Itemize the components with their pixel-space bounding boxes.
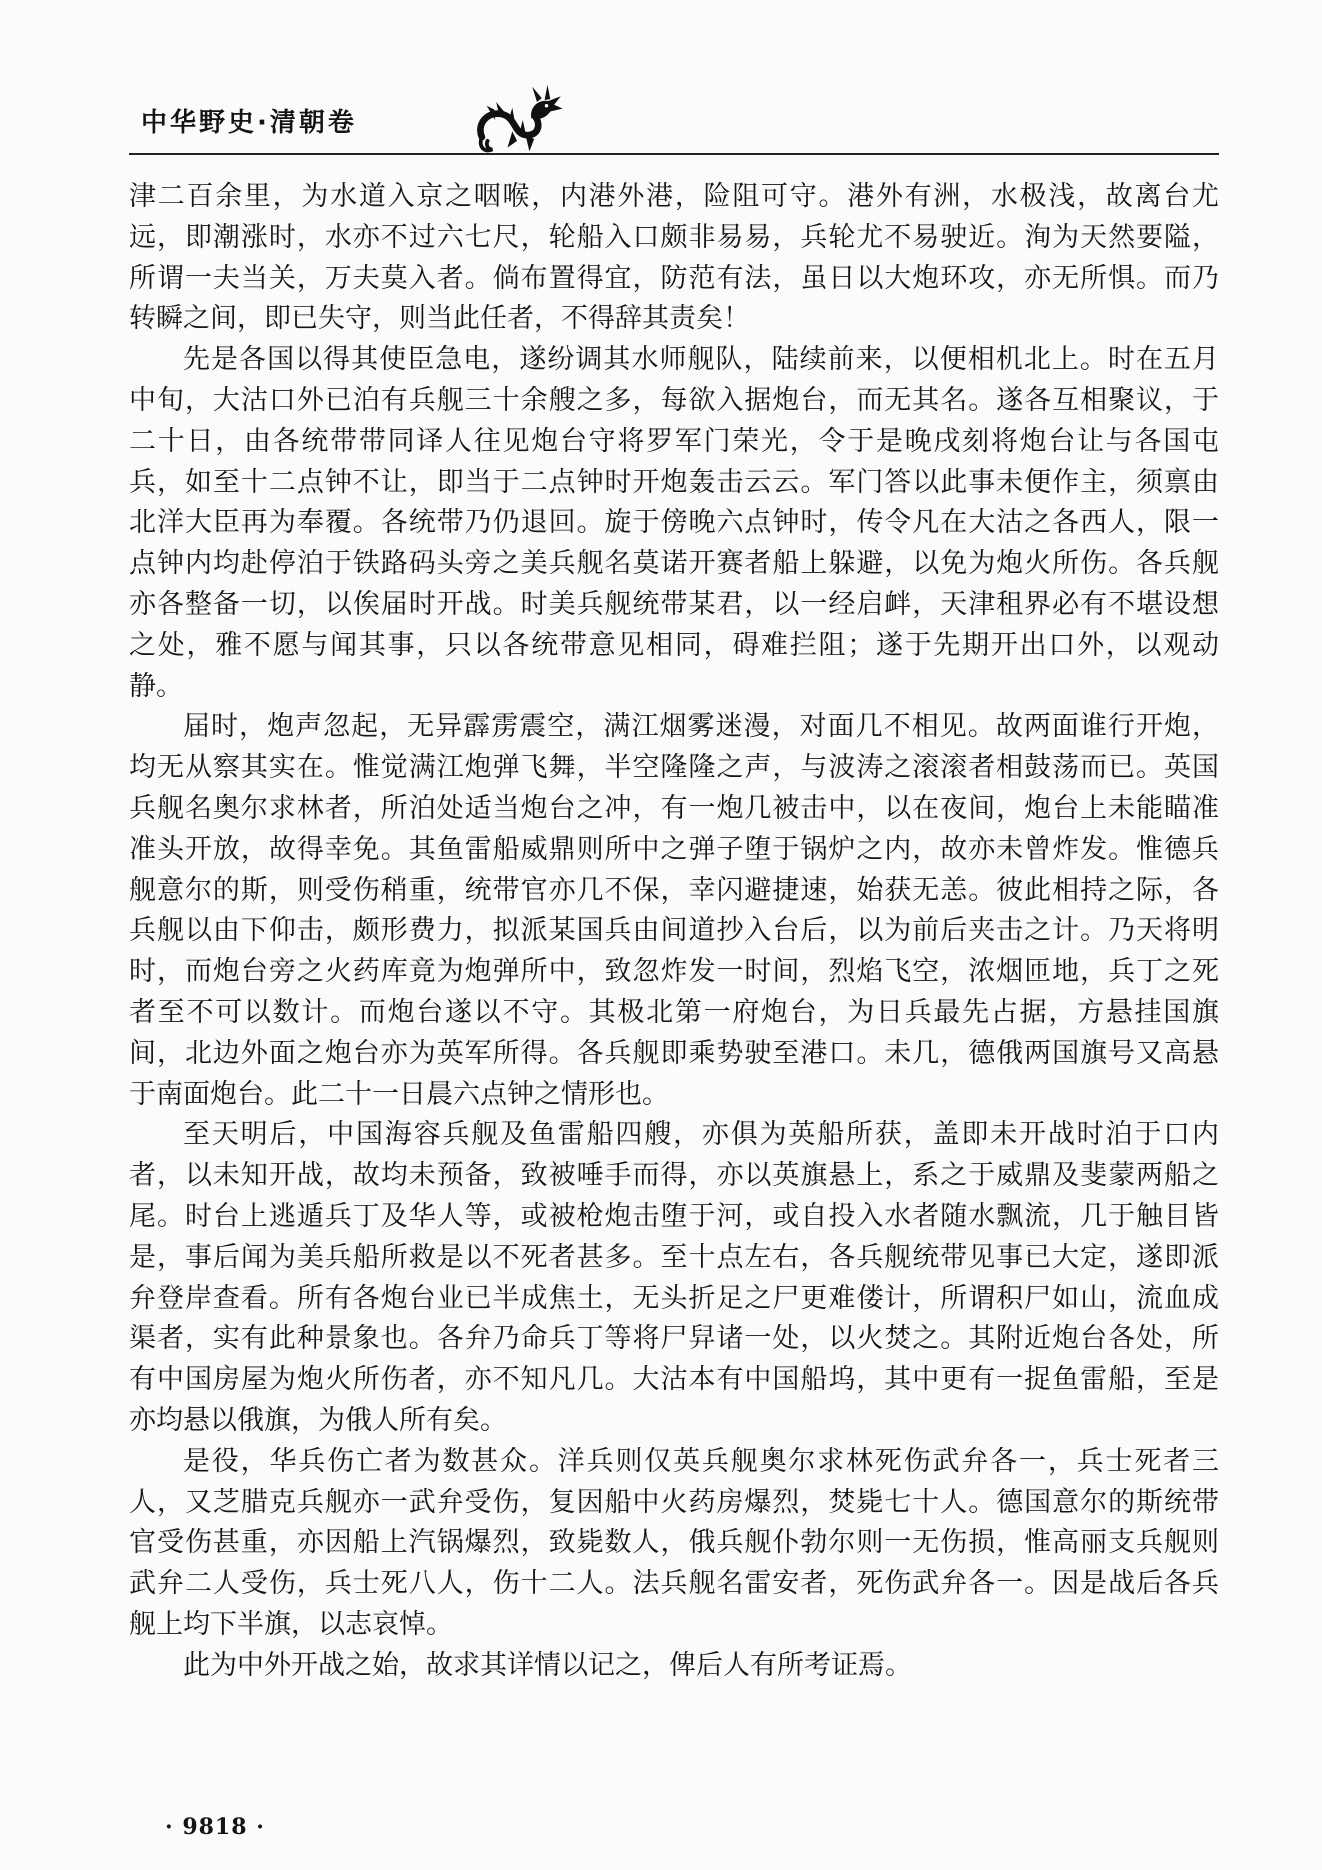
text-line: 时，而炮台旁之火药库竟为炮弹所中，致忽炸发一时间，烈焰飞空，浓烟匝地，兵丁之死 [129, 956, 1219, 988]
text-line: 远，即潮涨时，水亦不过六七尺，轮船入口颇非易易，兵轮尤不易驶近。洵为天然要隘， [129, 221, 1219, 253]
text-line: 之处，雅不愿与闻其事，只以各统带意见相同，碍难拦阻；遂于先期开出口外，以观动 [129, 629, 1219, 661]
text-line: 于南面炮台。此二十一日晨六点钟之情形也。 [129, 1078, 669, 1110]
text-line: 有中国房屋为炮火所伤者，亦不知凡几。大沽本有中国船坞，其中更有一捉鱼雷船，至是 [129, 1364, 1219, 1396]
text-line: 点钟内均赴停泊于铁路码头旁之美兵舰名莫诺开赛者船上躲避，以免为炮火所伤。各兵舰 [129, 548, 1219, 580]
text-line: 武弁二人受伤，兵士死八人，伤十二人。法兵舰名雷安者，死伤武弁各一。因是战后各兵 [129, 1568, 1219, 1600]
text-line: 先是各国以得其使臣急电，遂纷调其水师舰队，陆续前来，以便相机北上。时在五月 [183, 344, 1219, 376]
paragraph [129, 707, 1219, 1115]
paragraph [129, 1442, 1219, 1646]
running-header-title: 中华野史·清朝卷 [141, 108, 357, 138]
text-line: 是役，华兵伤亡者为数甚众。洋兵则仅英兵舰奥尔求林死伤武弁各一，兵士死者三 [183, 1445, 1219, 1477]
text-line: 二十日，由各统带带同译人往见炮台守将罗军门荣光，令于是晚戌刻将炮台让与各国屯 [129, 425, 1219, 457]
paragraph [129, 1115, 1219, 1441]
text-line: 舰意尔的斯，则受伤稍重，统带官亦几不保，幸闪避捷速，始获无恙。彼此相持之际，各 [129, 874, 1219, 906]
text-line: 津二百余里，为水道入京之咽喉，内港外港，险阻可守。港外有洲，水极浅，故离台尤 [129, 181, 1219, 212]
text-line: 兵舰以由下仰击，颇形费力，拟派某国兵由间道抄入台后，以为前后夹击之计。乃天将明 [129, 915, 1219, 947]
body-text [129, 177, 1219, 1686]
text-line: 尾。时台上逃遁兵丁及华人等，或被枪炮击堕于河，或自投入水者随水飘流，几于触目皆 [129, 1200, 1219, 1232]
text-line: 兵舰名奥尔求林者，所泊处适当炮台之冲，有一炮几被击中，以在夜间，炮台上未能瞄准 [129, 792, 1219, 824]
text-line: 是，事后闻为美兵船所救是以不死者甚多。至十点左右，各兵舰统带见事已大定，遂即派 [129, 1241, 1219, 1273]
text-line: 舰上均下半旗，以志哀悼。 [129, 1608, 453, 1640]
text-line: 中旬，大沽口外已泊有兵舰三十余艘之多，每欲入据炮台，而无其名。遂各互相聚议，于 [129, 384, 1219, 416]
text-line: 间，北边外面之炮台亦为英军所得。各兵舰即乘势驶至港口。未几，德俄两国旗号又高悬 [129, 1037, 1219, 1069]
text-line: 亦各整备一切，以俟届时开战。时美兵舰统带某君，以一经启衅，天津租界必有不堪设想 [129, 588, 1219, 620]
text-line: 者至不可以数计。而炮台遂以不守。其极北第一府炮台，为日兵最先占据，方悬挂国旗 [129, 996, 1219, 1028]
text-line: 静。 [129, 670, 183, 702]
text-line: 弁登岸查看。所有各炮台业已半成焦土，无头折足之尸更难偻计，所谓积尸如山，流血成 [129, 1282, 1219, 1314]
text-line: 届时，炮声忽起，无异霹雳震空，满江烟雾迷漫，对面几不相见。故两面谁行开炮， [183, 711, 1219, 743]
header-rule [129, 153, 1219, 155]
text-line: 人，又芝腊克兵舰亦一武弁受伤，复因船中火药房爆烈，焚毙七十人。德国意尔的斯统带 [129, 1486, 1219, 1518]
text-line: 所谓一夫当关，万夫莫入者。倘布置得宜，防范有法，虽日以大炮环攻，亦无所惧。而乃 [129, 262, 1219, 294]
text-line: 准头开放，故得幸免。其鱼雷船威鼎则所中之弹子堕于锅炉之内，故亦未曾炸发。惟德兵 [129, 833, 1219, 865]
text-line: 此为中外开战之始，故求其详情以记之，俾后人有所考证焉。 [183, 1649, 912, 1681]
paragraph [129, 340, 1219, 707]
paragraph [129, 177, 1219, 340]
text-line: 转瞬之间，即已失守，则当此任者，不得辞其责矣！ [129, 303, 750, 335]
text-line: 官受伤甚重，亦因船上汽锅爆烈，致毙数人，俄兵舰仆勃尔则一无伤损，惟高丽支兵舰则 [129, 1527, 1219, 1559]
text-line: 者，以未知开战，故均未预备，致被唾手而得，亦以英旗悬上，系之于威鼎及斐蒙两船之 [129, 1160, 1219, 1192]
dragon-icon [470, 82, 566, 158]
text-line: 渠者，实有此种景象也。各弁乃命兵丁等将尸舁诸一处，以火焚之。其附近炮台各处，所 [129, 1323, 1219, 1355]
text-line: 北洋大臣再为奉覆。各统带乃仍退回。旋于傍晚六点钟时，传令凡在大沽之各西人，限一 [129, 507, 1219, 539]
text-line: 亦均悬以俄旗，为俄人所有矣。 [129, 1404, 507, 1436]
text-line: 兵，如至十二点钟不让，即当于二点钟时开炮轰击云云。军门答以此事未便作主，须禀由 [129, 466, 1219, 498]
paragraph [129, 1646, 1219, 1687]
text-line: 均无从察其实在。惟觉满江炮弹飞舞，半空隆隆之声，与波涛之滚滚者相鼓荡而已。英国 [129, 752, 1219, 784]
text-line: 至天明后，中国海容兵舰及鱼雷船四艘，亦俱为英船所获，盖即未开战时泊于口内 [183, 1119, 1219, 1151]
page-number: · 9818 · [165, 1814, 265, 1840]
